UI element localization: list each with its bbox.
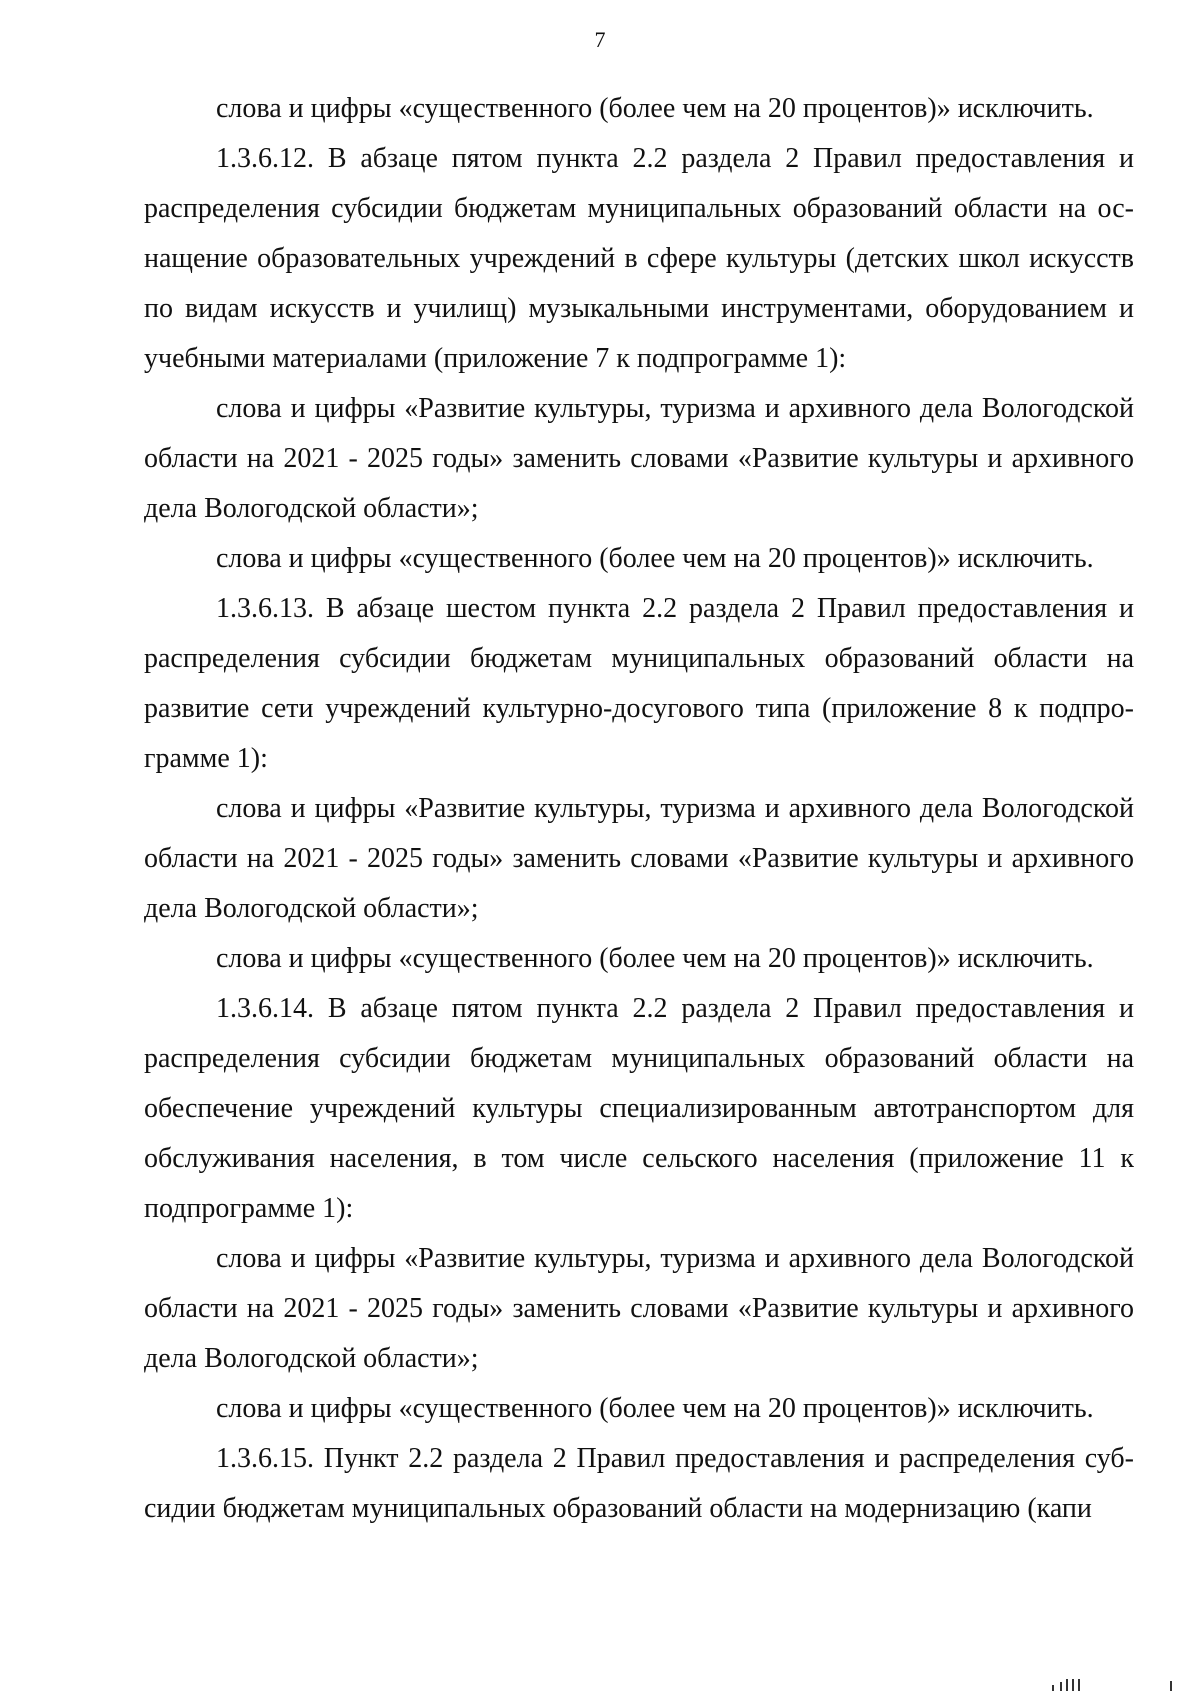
paragraph: слова и цифры «существенного (более чем на 20 процентов)» исключить. (216, 93, 1094, 124)
page-number: 7 (594, 27, 606, 52)
paragraph: слова и цифры «Развитие культуры, туризма и архивного дела Вологодской области на 2021 - 2025 годы» заменить словами «Развитие культуры и архивного дела Вологодской области»; (144, 1243, 1134, 1374)
scan-marks (1050, 1677, 1180, 1691)
paragraph: 1.3.6.12. В абзаце пятом пункта 2.2 раздела 2 Правил предоставления и распределения субсидии бюджетам муниципальных образований области на оснащение образовательных учреждений в сфере культуры (детских школ искусств по видам искусств и училищ) музыкальными инструментами, оборудованием и учебными материалами (приложение 7 к подпрограмме 1): (144, 143, 1134, 374)
document-body (144, 84, 1134, 1534)
paragraph: 1.3.6.13. В абзаце шестом пункта 2.2 раздела 2 Правил предоставления и распределения субсидии бюджетам муниципальных образований области на развитие сети учреждений культурно-досугового типа (приложение 8 к подпрограмме 1): (144, 593, 1134, 774)
paragraph: 1.3.6.14. В абзаце пятом пункта 2.2 раздела 2 Правил предоставления и распределения субсидии бюджетам муниципальных образований области на обеспечение учреждений культуры специализированным автотранспортом для обслуживания населения, в том числе сельского населения (приложение 11 к подпрограмме 1): (144, 993, 1134, 1224)
paragraph: слова и цифры «Развитие культуры, туризма и архивного дела Вологодской области на 2021 - 2025 годы» заменить словами «Развитие культуры и архивного дела Вологодской области»; (144, 393, 1134, 524)
paragraph: слова и цифры «существенного (более чем на 20 процентов)» исключить. (216, 543, 1094, 574)
paragraph: слова и цифры «Развитие культуры, туризма и архивного дела Вологодской области на 2021 - 2025 годы» заменить словами «Развитие культуры и архивного дела Вологодской области»; (144, 793, 1134, 924)
paragraph: 1.3.6.15. Пункт 2.2 раздела 2 Правил предоставления и распределения субсидии бюджетам муниципальных образований области на модернизацию (капи (144, 1443, 1134, 1524)
paragraph: слова и цифры «существенного (более чем на 20 процентов)» исключить. (216, 1393, 1094, 1424)
paragraph: слова и цифры «существенного (более чем на 20 процентов)» исключить. (216, 943, 1094, 974)
